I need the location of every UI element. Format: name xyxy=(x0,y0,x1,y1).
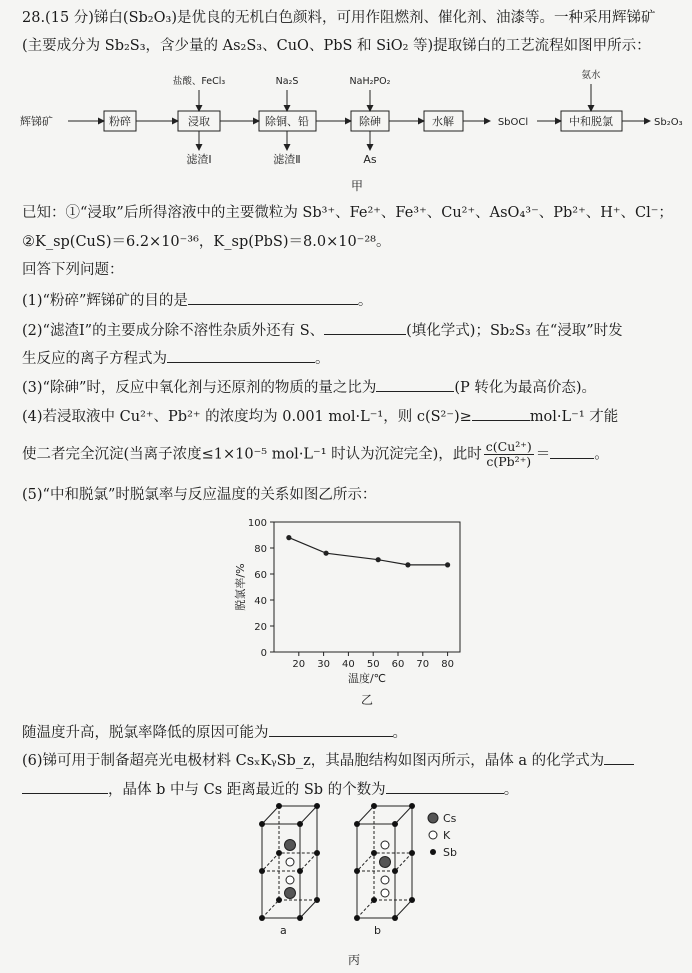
data-point-2 xyxy=(376,557,381,562)
flow-product: Sb₂O₃ xyxy=(654,117,683,128)
crystal-label-b: b xyxy=(374,924,381,937)
x-tick-label-1: 30 xyxy=(317,659,330,670)
flow-reagent-1: 盐酸、FeCl₃ xyxy=(172,76,226,87)
data-point-4 xyxy=(445,562,450,567)
answer-blank-6a-start[interactable] xyxy=(604,750,634,765)
question-2-cont: 生反应的离子方程式为 。 xyxy=(22,348,330,369)
x-tick-label-0: 20 xyxy=(292,659,306,670)
flow-caption: 甲 xyxy=(350,179,364,193)
answer-blank-2b[interactable] xyxy=(167,348,315,363)
flow-step-2: 浸取 xyxy=(188,115,210,128)
question-6: (6)锑可用于制备超亮光电极材料 CsₓKᵧSb_z，其晶胞结构如图丙所示，晶体 a 的化学式为 xyxy=(22,750,634,771)
flow-reagent-3: NaH₂PO₂ xyxy=(349,76,391,87)
flow-step-6: 中和脱氯 xyxy=(569,115,613,128)
answer-blank-4a[interactable] xyxy=(472,406,530,421)
legend-sb: Sb xyxy=(443,846,457,859)
y-tick-label-3: 60 xyxy=(254,570,267,581)
answer-blank-6a[interactable] xyxy=(22,779,108,794)
answer-blank-5[interactable] xyxy=(269,722,393,737)
flow-output-3: As xyxy=(363,153,377,166)
legend-cs: Cs xyxy=(443,812,457,825)
answer-blank-2a[interactable] xyxy=(324,320,406,335)
x-tick-label-2: 40 xyxy=(342,659,355,670)
data-point-1 xyxy=(323,551,328,556)
x-tick-label-6: 80 xyxy=(441,659,454,670)
flow-raw: 辉锑矿 xyxy=(20,115,53,128)
question-1-text: (1)“粉碎”辉锑矿的目的是 xyxy=(22,293,188,309)
y-axis-label: 脱氯率/% xyxy=(234,563,247,611)
flow-step-5: 水解 xyxy=(432,115,454,128)
y-tick-label-1: 20 xyxy=(254,622,267,633)
flow-step-3: 除铜、铅 xyxy=(265,115,309,128)
data-point-0 xyxy=(286,535,291,540)
flow-reagent-2: Na₂S xyxy=(275,76,299,87)
x-tick-label-3: 50 xyxy=(366,659,380,670)
crystal-caption: 丙 xyxy=(347,953,361,967)
answer-blank-4b[interactable] xyxy=(550,444,594,459)
flow-output-2: 滤渣Ⅱ xyxy=(273,153,301,166)
answer-blank-6b[interactable] xyxy=(386,779,504,794)
dechlorination-chart xyxy=(230,512,480,712)
flow-intermediate: SbOCl xyxy=(497,117,529,128)
x-axis-label: 温度/℃ xyxy=(347,672,387,685)
flow-diagram xyxy=(20,66,690,196)
flow-step-1: 粉碎 xyxy=(109,115,131,128)
crystal-label-a: a xyxy=(280,924,287,937)
question-6-cont: ，晶体 b 中与 Cs 距离最近的 Sb 的个数为 。 xyxy=(22,779,518,800)
y-tick-label-5: 100 xyxy=(247,518,267,529)
question-intro-1: 28.(15 分)锑白(Sb₂O₃)是优良的无机白色颜料，可用作阻燃剂、催化剂、油漆等。一种采用辉锑矿 xyxy=(22,10,656,26)
plot-frame xyxy=(274,522,460,652)
concentration-ratio: $\frac{\text{c(Cu²⁺)}}{\text{c(Pb²⁺)}}$ xyxy=(485,439,532,469)
y-tick-label-0: 0 xyxy=(260,648,267,659)
series-line xyxy=(289,538,448,565)
question-4-cont: 使二者完全沉淀(当离子浓度≤1×10⁻⁵ mol·L⁻¹ 时认为沉淀完全)，此时 $\frac{\text{c(Cu²⁺)}}{\text{c(Pb²⁺)}}$ ＝ 。 xyxy=(22,439,609,469)
question-3: (3)“除砷”时，反应中氧化剂与还原剂的物质的量之比为 (P 转化为最高价态)。 xyxy=(22,377,596,398)
flow-output-1: 滤渣Ⅰ xyxy=(186,153,212,166)
question-intro-2: (主要成分为 Sb₂S₃，含少量的 As₂S₃、CuO、PbS 和 SiO₂ 等)提取锑白的工艺流程如图甲所示： xyxy=(22,38,651,54)
question-1: (1)“粉碎”辉锑矿的目的是 。 xyxy=(22,290,372,311)
chart-caption: 乙 xyxy=(360,693,374,707)
answer-blank-3[interactable] xyxy=(376,377,454,392)
question-5b: 随温度升高，脱氯率降低的原因可能为 。 xyxy=(22,722,407,743)
legend-k: K xyxy=(443,829,451,842)
question-2: (2)“滤渣Ⅰ”的主要成分除不溶性杂质外还有 S、 (填化学式)；Sb₂S₃ 在“浸取”时发 xyxy=(22,320,623,341)
known-2: ②K_sp(CuS)＝6.2×10⁻³⁶，K_sp(PbS)＝8.0×10⁻²⁸。 xyxy=(22,234,391,250)
flow-step-4: 除砷 xyxy=(359,115,381,128)
data-point-3 xyxy=(405,562,410,567)
x-tick-label-5: 70 xyxy=(416,659,430,670)
y-tick-label-2: 40 xyxy=(254,596,267,607)
answer-blank-1[interactable] xyxy=(188,290,358,305)
answer-prompt: 回答下列问题： xyxy=(22,262,124,278)
flow-reagent-4: 氨水 xyxy=(581,70,601,81)
known-1: 已知：①“浸取”后所得溶液中的主要微粒为 Sb³⁺、Fe²⁺、Fe³⁺、Cu²⁺、AsO₄³⁻、Pb²⁺、H⁺、Cl⁻； xyxy=(22,205,673,221)
y-tick-label-4: 80 xyxy=(254,544,267,555)
question-5: (5)“中和脱氯”时脱氯率与反应温度的关系如图乙所示： xyxy=(22,487,377,503)
crystal-diagram xyxy=(250,800,490,970)
x-tick-label-4: 60 xyxy=(391,659,405,670)
question-4: (4)若浸取液中 Cu²⁺、Pb²⁺ 的浓度均为 0.001 mol·L⁻¹，则 c(S²⁻)≥ mol·L⁻¹ 才能 xyxy=(22,406,618,427)
